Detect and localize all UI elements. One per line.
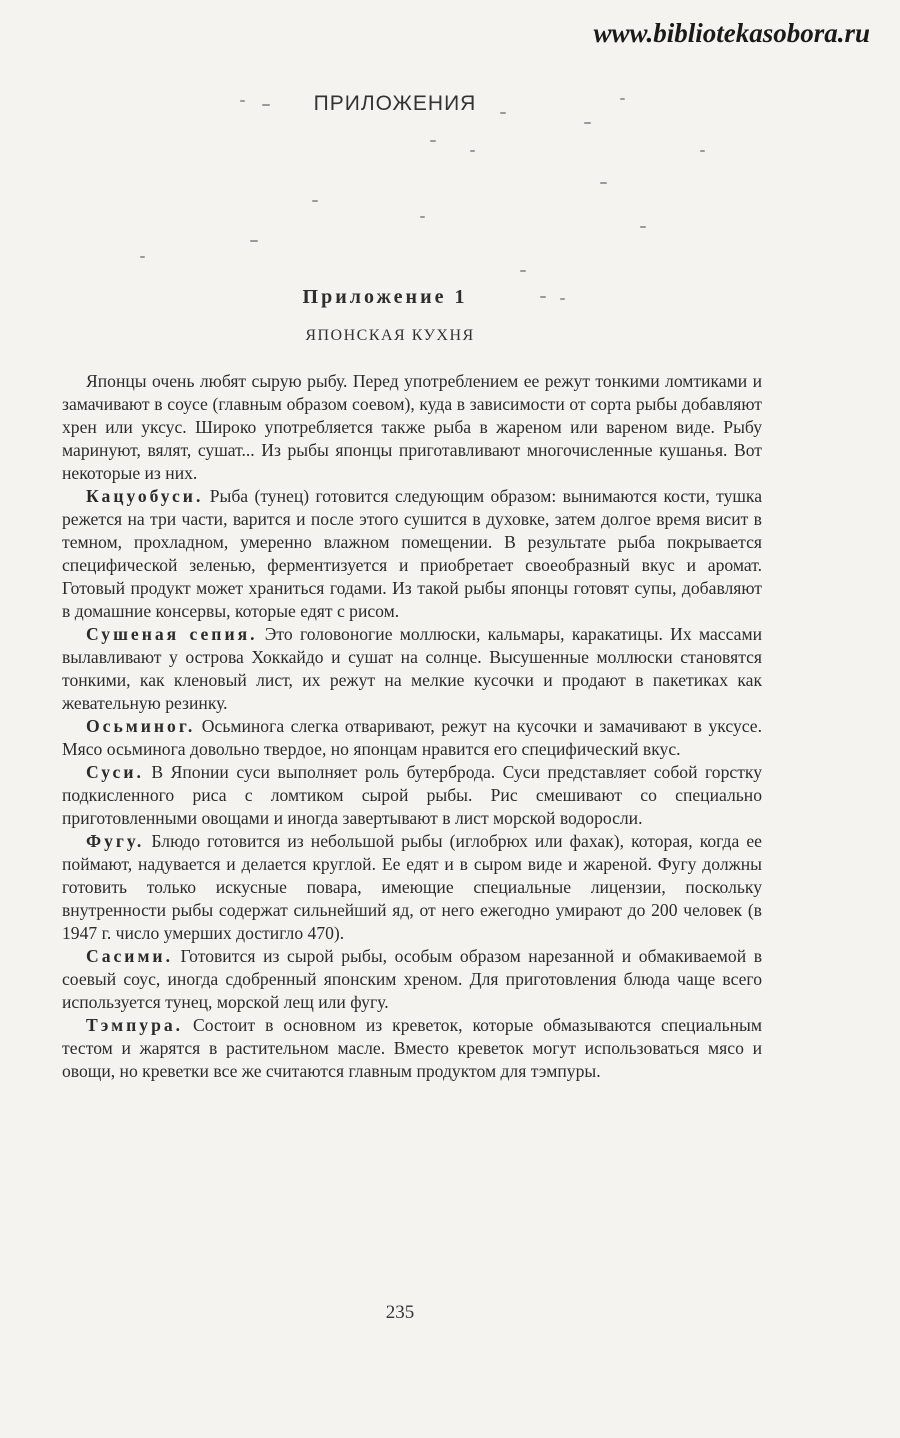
page-number: 235 bbox=[385, 1302, 415, 1323]
entry-term: Осьминог. bbox=[86, 716, 196, 736]
entry-term: Фугу. bbox=[86, 831, 145, 851]
entry-text: Это головоногие моллюски, кальмары, каракатицы. Их массами вылавливают у острова Хоккайдо и сушат на солнце. Высушенные моллюски становятся тонкими, как кленовый лист, их режут на мелкие кусочки и продают в пакетиках как жевательную резинку. bbox=[62, 624, 762, 713]
appendix-title: ЯПОНСКАЯ КУХНЯ bbox=[305, 327, 475, 344]
entry-text: Осьминога слегка отваривают, режут на кусочки и замачивают в уксусе. Мясо осьминога довольно твердое, но японцам нравится его специфический вкус. bbox=[62, 716, 762, 759]
entry-text: Состоит в основном из креветок, которые обмазываются специальным тестом и жарятся в растительном масле. Вместо креветок могут использоваться мясо и овощи, но креветки все же считаются главным продуктом для тэмпуры. bbox=[62, 1015, 762, 1081]
entry-paragraph bbox=[62, 485, 762, 623]
section-title: ПРИЛОЖЕНИЯ bbox=[313, 92, 477, 115]
intro-paragraph: Японцы очень любят сырую рыбу. Перед употреблением ее режут тонкими ломтиками и замачивают в соусе (главным образом соевом), куда в зависимости от сорта рыбы добавляют хрен или уксус. Широко употребляется также рыба в жареном или вареном виде. Рыбу маринуют, вялят, сушат... Из рыбы японцы приготавливают многочисленные кушанья. Вот некоторые из них. bbox=[62, 371, 762, 483]
entry-paragraph bbox=[62, 1014, 762, 1083]
entry-text: Блюдо готовится из небольшой рыбы (иглобрюх или фахак), которая, когда ее поймают, надувается и делается круглой. Ее едят и в сыром виде и жареной. Фугу должны готовить только искусные повара, имеющие специальные лицензии, поскольку внутренности рыбы содержат сильнейший яд, от него ежегодно умирают до 200 человек (в 1947 г. число умерших достигло 470). bbox=[62, 831, 762, 943]
entry-text: В Японии суси выполняет роль бутерброда. Суси представляет собой горстку подкисленного риса с ломтиком сырой рыбы. Рис смешивают со специально приготовленными овощами и иногда завертывают в лист морской водоросли. bbox=[62, 762, 762, 828]
entry-term: Кацуобуси. bbox=[86, 486, 204, 506]
entry-text: Готовится из сырой рыбы, особым образом нарезанной и обмакиваемой в соевый соус, иногда сдобренный японским хреном. Для приготовления блюда чаще всего используется тунец, морской лещ или фугу. bbox=[62, 946, 762, 1012]
entry-term: Суси. bbox=[86, 762, 144, 782]
entry-paragraph bbox=[62, 623, 762, 715]
body-text bbox=[62, 370, 762, 1083]
appendix-label: Приложение 1 bbox=[302, 286, 468, 308]
entry-text: Рыба (тунец) готовится следующим образом: вынимаются кости, тушка режется на три части, варится и после этого сушится в духовке, затем долгое время висит в темном, прохладном, умеренно влажном помещении. В результате рыба покрывается специфической зеленью, ферментизуется и приобретает своеобразный вкус и аромат. Готовый продукт может храниться годами. Из такой рыбы японцы готовят супы, добавляют в домашние консервы, которые едят с рисом. bbox=[62, 486, 762, 621]
entry-paragraph bbox=[62, 761, 762, 830]
entry-paragraph bbox=[62, 830, 762, 945]
entry-term: Сушеная сепия. bbox=[86, 624, 258, 644]
entry-term: Тэмпура. bbox=[86, 1015, 184, 1035]
entry-paragraph bbox=[62, 715, 762, 761]
watermark: www.bibliotekasobora.ru bbox=[593, 18, 870, 48]
entry-term: Сасими. bbox=[86, 946, 173, 966]
entry-paragraph bbox=[62, 945, 762, 1014]
